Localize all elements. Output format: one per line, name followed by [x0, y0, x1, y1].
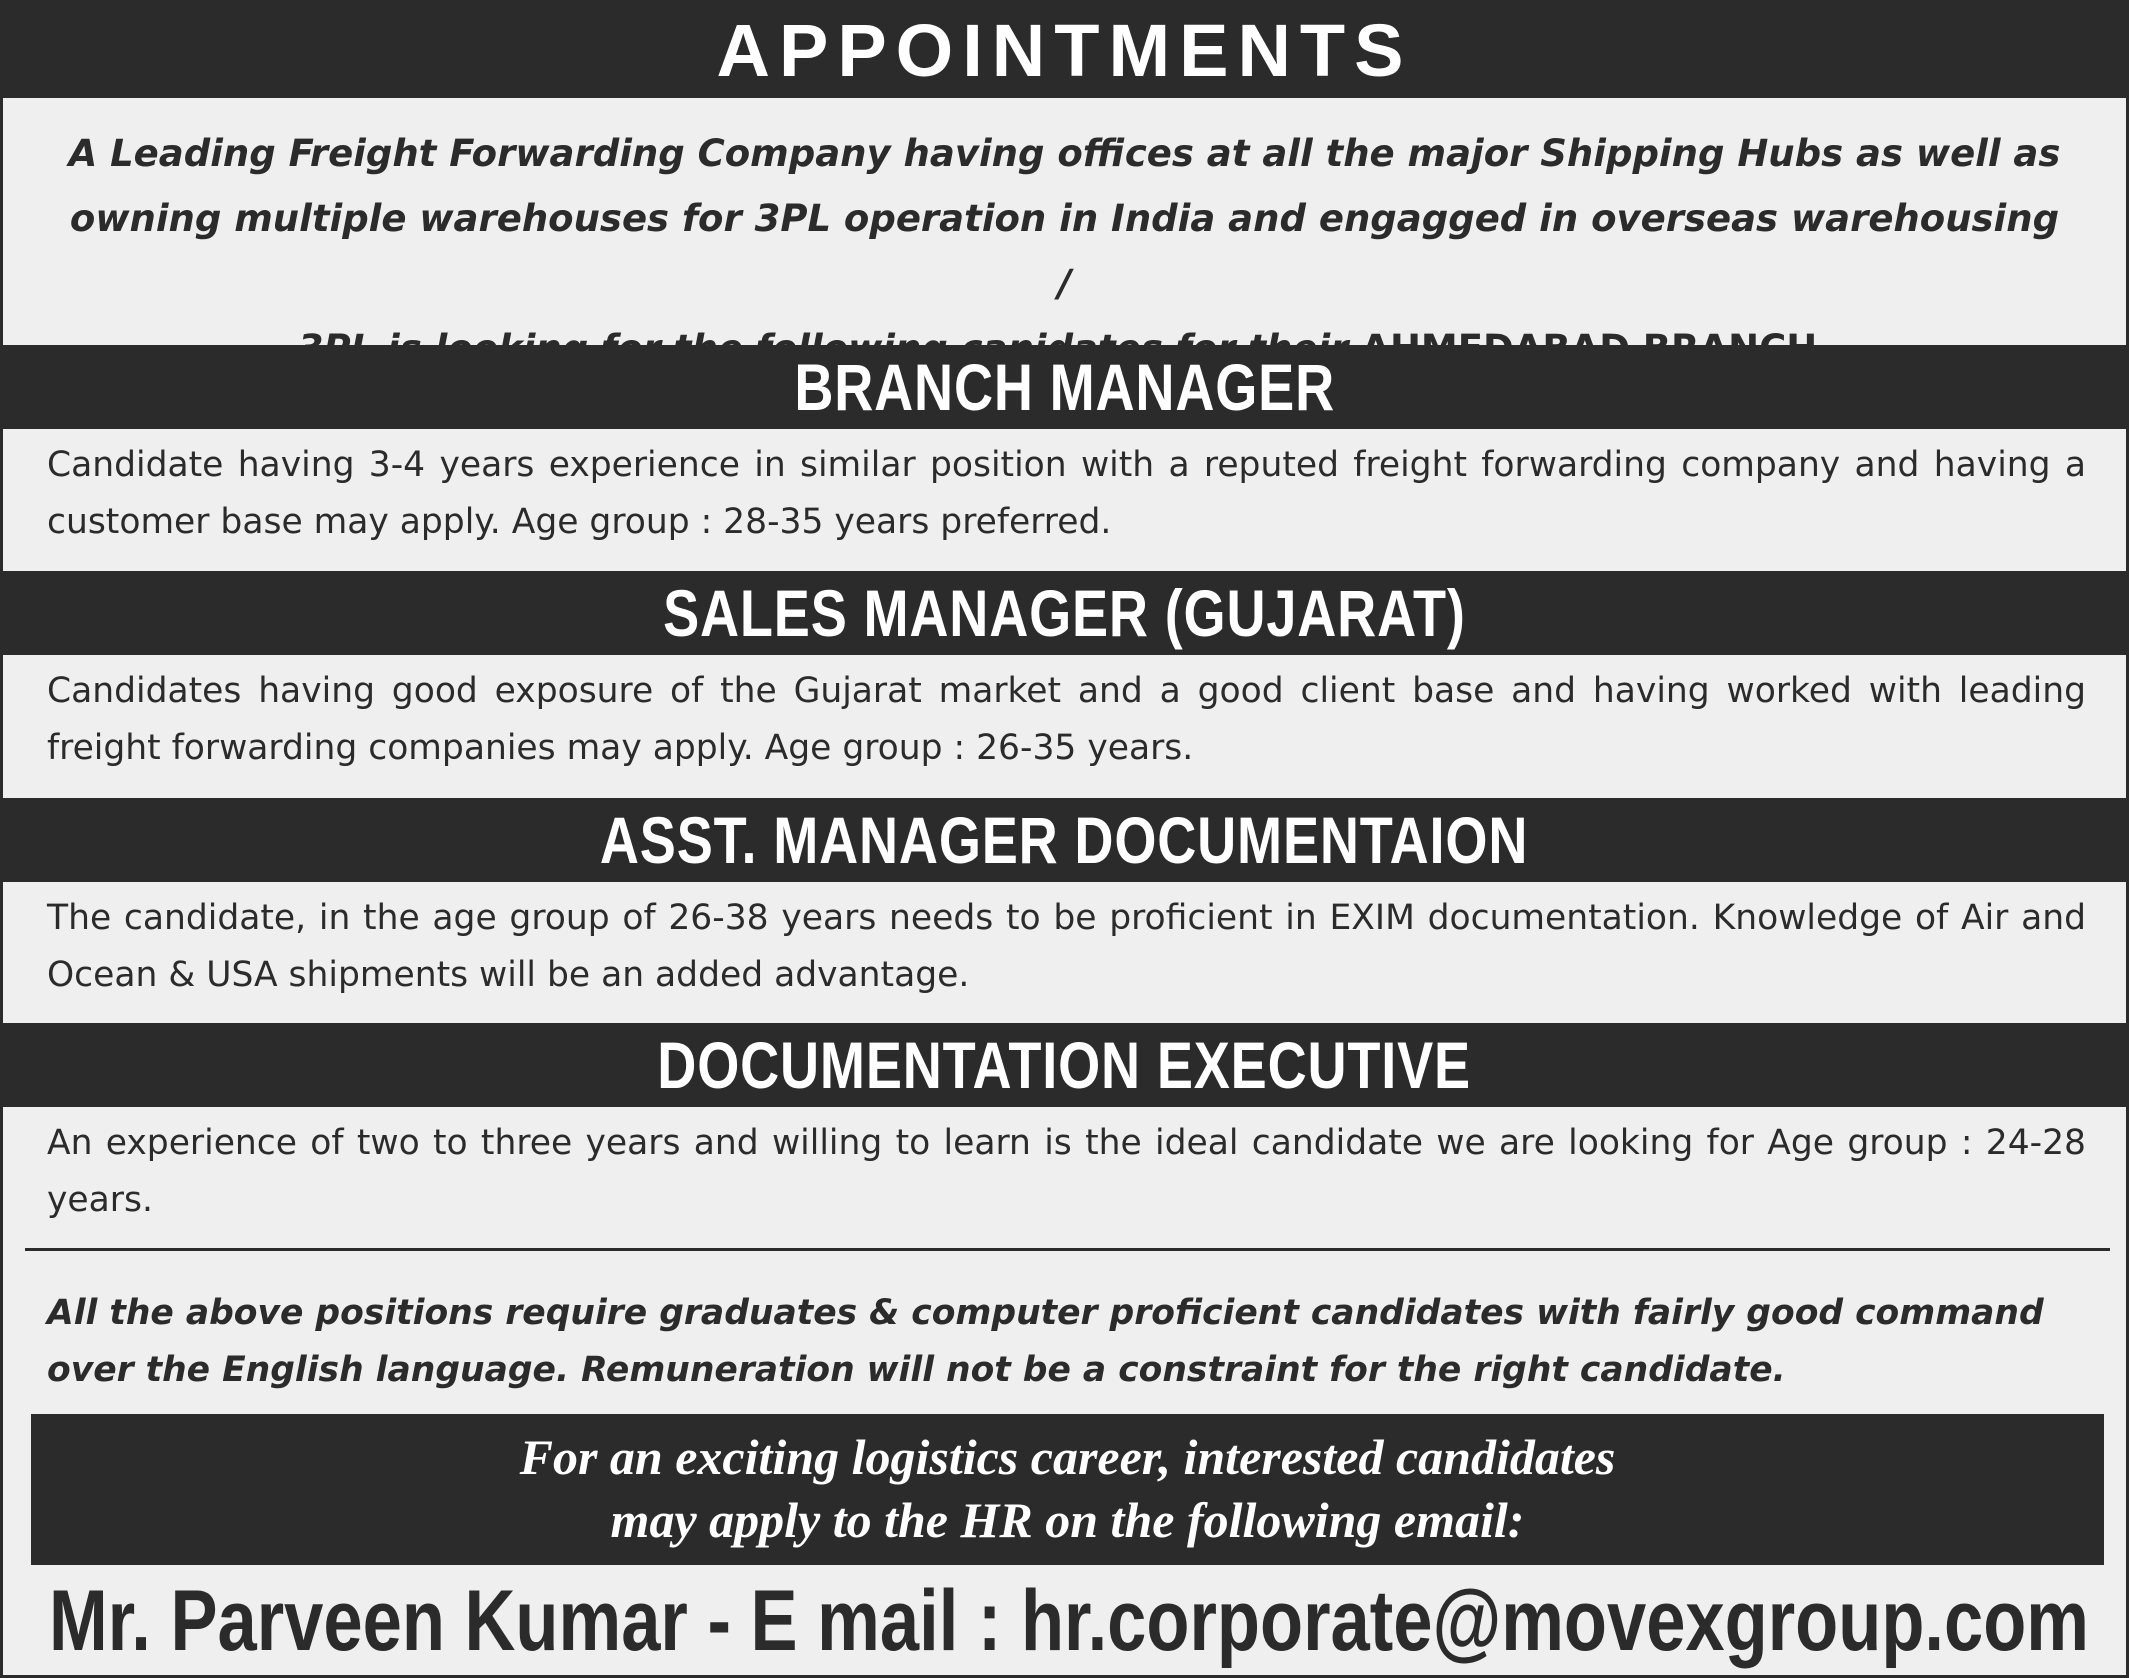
position-description-asst-manager-documentation: The candidate, in the age group of 26-38 years needs to be proficient in EXIM documentation. Knowledge of Air and Ocean & USA shipments will be an added advantage. [47, 898, 2086, 995]
intro-paragraph [63, 121, 2066, 381]
intro-line-2: owning multiple warehouses for 3PL operation in India and engagged in overseas warehousing / [69, 197, 2060, 305]
position-title-text: ASST. MANAGER DOCUMENTAION [600, 803, 1529, 877]
position-title-asst-manager-documentation [3, 798, 2126, 882]
position-title-sales-manager [3, 571, 2126, 655]
cta-line-2: may apply to the HR on the following email: [610, 1492, 1525, 1548]
intro-line-1: A Leading Freight Forwarding Company having offices at all the major Shipping Hubs as well as [68, 132, 2061, 175]
page-title: APPOINTMENTS [3, 3, 2126, 98]
contact-text: Mr. Parveen Kumar - E mail : hr.corporate@movexgroup.com [49, 1573, 2089, 1669]
position-title-documentation-executive [3, 1023, 2126, 1107]
position-description-branch-manager: Candidate having 3-4 years experience in similar position with a reputed freight forwarding company and having a customer base may apply. Age group : 28-35 years preferred. [47, 445, 2086, 542]
position-title-text: SALES MANAGER (GUJARAT) [663, 576, 1466, 650]
contact-line [49, 1571, 2106, 1671]
position-title-text: BRANCH MANAGER [794, 350, 1335, 424]
position-description-documentation-executive: An experience of two to three years and willing to learn is the ideal candidate we are looking for Age group : 24-28 years. [47, 1123, 2086, 1220]
requirements-note: All the above positions require graduates & computer proficient candidates with fairly good command over the English language. Remuneration will not be a constraint for the right candidate. [47, 1293, 2044, 1390]
cta-line-1: For an exciting logistics career, interested candidates [519, 1429, 1616, 1485]
position-title-text: DOCUMENTATION EXECUTIVE [657, 1028, 1472, 1102]
apply-call-to-action [31, 1414, 2104, 1565]
divider [25, 1248, 2110, 1251]
position-title-branch-manager [3, 345, 2126, 429]
position-description-sales-manager: Candidates having good exposure of the Gujarat market and a good client base and having worked with leading freight forwarding companies may apply. Age group : 26-35 years. [47, 671, 2086, 768]
